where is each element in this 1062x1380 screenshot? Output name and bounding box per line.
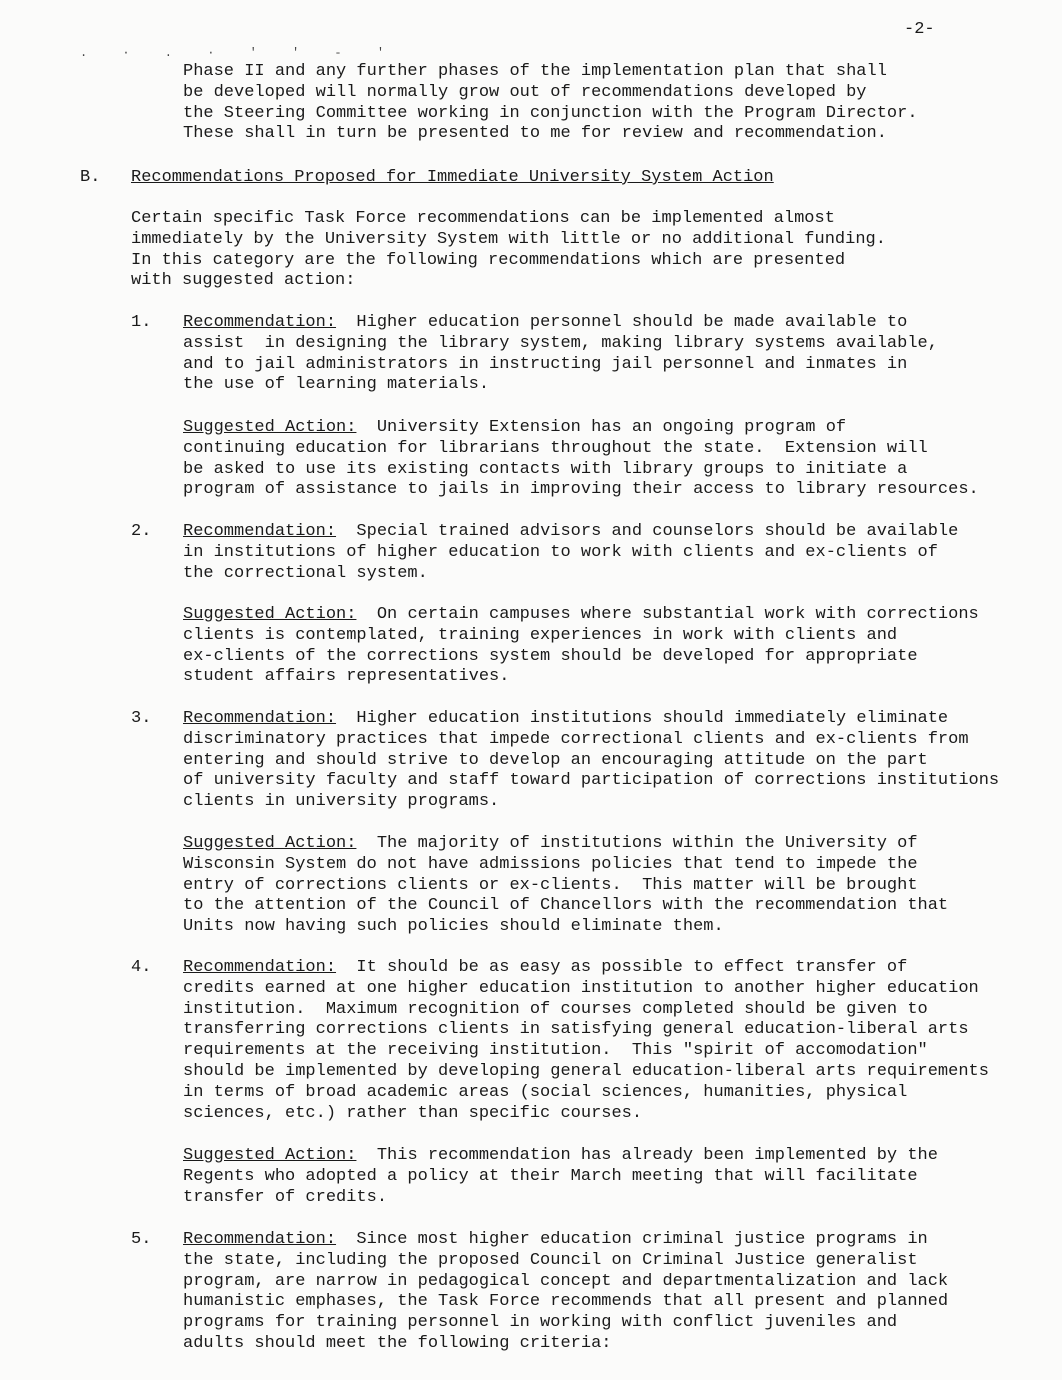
- text-line: Higher education personnel should be made available to: [336, 313, 908, 332]
- item-number: 2.: [131, 522, 152, 541]
- section-intro: [131, 209, 886, 292]
- text-line: be asked to use its existing contacts with library groups to initiate a: [183, 459, 908, 479]
- text-line: clients is contemplated, training experiences in work with clients and: [183, 625, 898, 645]
- text-line: with suggested action:: [131, 271, 356, 291]
- recommendation-4: [183, 958, 1023, 1124]
- text-line: Higher education institutions should immediately eliminate: [336, 709, 949, 728]
- recommendation-label: Recommendation:: [183, 522, 337, 541]
- text-line: It should be as easy as possible to effect transfer of: [336, 958, 908, 977]
- recommendation-label: Recommendation:: [183, 709, 337, 728]
- text-line: of university faculty and staff toward participation of corrections institutions: [183, 771, 1000, 791]
- text-line: Certain specific Task Force recommendations can be implemented almost: [131, 209, 835, 228]
- text-line: adults should meet the following criteria:: [183, 1333, 612, 1353]
- text-line: In this category are the following recommendations which are presented: [131, 250, 846, 270]
- item-number: 3.: [131, 709, 152, 728]
- scan-marks: . · . · ' ' - ': [80, 46, 399, 60]
- recommendation-label: Recommendation:: [183, 313, 337, 332]
- text-line: humanistic emphases, the Task Force recommends that all present and planned: [183, 1292, 949, 1312]
- text-line: Phase II and any further phases of the implementation plan that shall: [183, 62, 887, 81]
- text-line: student affairs representatives.: [183, 667, 510, 687]
- text-line: requirements at the receiving institution. This "spirit of accomodation": [183, 1041, 928, 1061]
- text-line: Wisconsin System do not have admissions policies that tend to impede the: [183, 854, 918, 874]
- text-line: the Steering Committee working in conjunction with the Program Director.: [183, 103, 918, 123]
- intro-paragraph: [183, 62, 1023, 145]
- text-line: program, are narrow in pedagogical concept and departmentalization and lack: [183, 1271, 949, 1291]
- text-line: ex-clients of the corrections system should be developed for appropriate: [183, 646, 918, 666]
- suggested-action-3: [183, 834, 1023, 938]
- suggested-action-4: [183, 1146, 1023, 1208]
- text-line: in institutions of higher education to work with clients and ex-clients of: [183, 542, 938, 562]
- text-line: The majority of institutions within the University of: [356, 834, 918, 853]
- text-line: clients in university programs.: [183, 792, 500, 812]
- text-line: transfer of credits.: [183, 1187, 388, 1207]
- action-label: Suggested Action:: [183, 418, 357, 437]
- item-number: 5.: [131, 1230, 152, 1249]
- recommendation-3: [183, 709, 1023, 813]
- text-line: This recommendation has already been implemented by the: [356, 1146, 938, 1165]
- text-line: in terms of broad academic areas (social sciences, humanities, physical: [183, 1082, 908, 1102]
- text-line: the correctional system.: [183, 563, 428, 583]
- text-line: Regents who adopted a policy at their March meeting that will facilitate: [183, 1166, 918, 1186]
- recommendation-5: [183, 1230, 1023, 1355]
- text-line: University Extension has an ongoing program of: [356, 418, 847, 437]
- text-line: discriminatory practices that impede correctional clients and ex-clients from: [183, 729, 969, 749]
- text-line: continuing education for librarians throughout the state. Extension will: [183, 438, 928, 458]
- text-line: institution. Maximum recognition of courses completed should be given to: [183, 999, 928, 1019]
- text-line: immediately by the University System with little or no additional funding.: [131, 229, 886, 249]
- text-line: the state, including the proposed Council on Criminal Justice generalist: [183, 1250, 918, 1270]
- recommendation-label: Recommendation:: [183, 958, 337, 977]
- action-label: Suggested Action:: [183, 834, 357, 853]
- text-line: These shall in turn be presented to me for review and recommendation.: [183, 124, 887, 144]
- text-line: Special trained advisors and counselors should be available: [336, 522, 959, 541]
- text-line: and to jail administrators in instructing jail personnel and inmates in: [183, 354, 908, 374]
- recommendation-2: [183, 522, 1023, 584]
- text-line: sciences, etc.) rather than specific courses.: [183, 1103, 643, 1123]
- text-line: program of assistance to jails in improving their access to library resources.: [183, 480, 979, 500]
- text-line: assist in designing the library system, making library systems available,: [183, 333, 938, 353]
- action-label: Suggested Action:: [183, 1146, 357, 1165]
- text-line: On certain campuses where substantial work with corrections: [356, 605, 979, 624]
- text-line: to the attention of the Council of Chancellors with the recommendation that: [183, 896, 949, 916]
- recommendation-1: [183, 313, 1023, 396]
- text-line: the use of learning materials.: [183, 375, 490, 395]
- text-line: Units now having such policies should eliminate them.: [183, 917, 724, 937]
- page-number: -2-: [904, 20, 935, 39]
- text-line: entering and should strive to develop an encouraging attitude on the part: [183, 750, 928, 770]
- text-line: entry of corrections clients or ex-clients. This matter will be brought: [183, 875, 918, 895]
- section-title: Recommendations Proposed for Immediate University System Action: [131, 168, 774, 187]
- item-number: 1.: [131, 313, 152, 332]
- recommendation-label: Recommendation:: [183, 1230, 337, 1249]
- section-letter: B.: [80, 168, 101, 187]
- text-line: Since most higher education criminal justice programs in: [336, 1230, 928, 1249]
- suggested-action-2: [183, 605, 1023, 688]
- text-line: programs for training personnel in working with conflict juveniles and: [183, 1313, 898, 1333]
- item-number: 4.: [131, 958, 152, 977]
- text-line: transferring corrections clients in satisfying general education-liberal arts: [183, 1020, 969, 1040]
- suggested-action-1: [183, 418, 1023, 501]
- text-line: should be implemented by developing general education-liberal arts requirements: [183, 1061, 989, 1081]
- text-line: be developed will normally grow out of recommendations developed by: [183, 82, 867, 102]
- text-line: credits earned at one higher education institution to another higher education: [183, 978, 979, 998]
- action-label: Suggested Action:: [183, 605, 357, 624]
